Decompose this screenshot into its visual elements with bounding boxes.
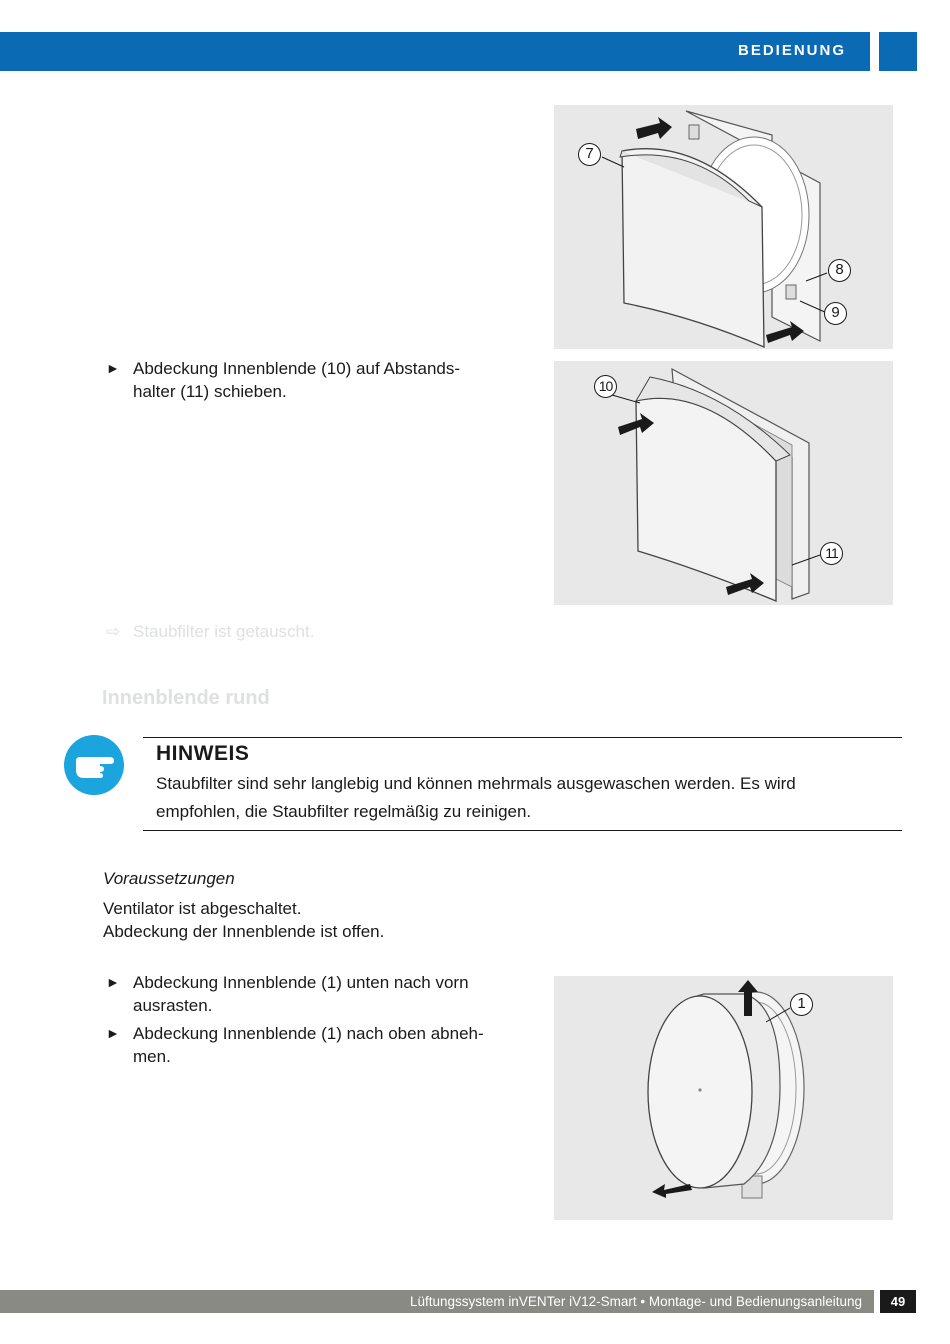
figure-round-cover: [554, 976, 893, 1220]
instruction-step: [106, 1022, 484, 1068]
step-text-line: halter (11) schieben.: [133, 382, 287, 401]
instruction-step: [106, 971, 469, 1017]
result-arrow-icon: ⇨: [106, 622, 121, 641]
result-text: Staubfilter ist getauscht.: [133, 622, 315, 641]
arrow-icon: [636, 117, 672, 139]
footer-bar: [0, 1290, 874, 1313]
step-text-line: Abdeckung Innenblende (1) unten nach vorn: [133, 973, 469, 992]
bullet-arrow-icon: ►: [106, 360, 120, 376]
callout-10: 10: [594, 375, 617, 398]
callout-9: 9: [824, 302, 847, 325]
step-text-line: Abdeckung Innenblende (1) nach oben abneh-: [133, 1024, 484, 1043]
round-cover-illustration: [554, 976, 893, 1220]
note-title: HINWEIS: [156, 742, 250, 765]
note-bottom-rule: [143, 830, 902, 831]
section-subheading: Innenblende rund: [102, 687, 270, 709]
prerequisite-line: Abdeckung der Innenblende ist offen.: [103, 922, 385, 941]
bullet-arrow-icon: ►: [106, 1025, 120, 1041]
instruction-step: [106, 357, 460, 403]
footer-text: Lüftungssystem inVENTer iV12-Smart • Montage- und Bedienungsanleitung: [410, 1294, 862, 1309]
note-text: Staubfilter sind sehr langlebig und können mehrmals ausgewaschen werden. Es wird empfohlen, die Staubfilter regelmäßig zu reinigen.: [156, 774, 796, 821]
figure-cover-mounting: [554, 361, 893, 605]
result-line: [106, 622, 314, 642]
figure-cover-removal: [554, 105, 893, 349]
callout-7: 7: [578, 143, 601, 166]
pointing-hand-icon: [64, 735, 124, 795]
note-top-rule: [143, 737, 902, 738]
header-accent-block: [879, 32, 917, 71]
prerequisites-label: Voraussetzungen: [103, 869, 235, 888]
page-number: 49: [880, 1290, 916, 1313]
callout-11: 11: [820, 542, 843, 565]
step-text-line: ausrasten.: [133, 996, 213, 1015]
arrow-icon: [652, 1184, 692, 1198]
callout-1: 1: [790, 993, 813, 1016]
callout-8: 8: [828, 259, 851, 282]
step-text-line: Abdeckung Innenblende (10) auf Abstands-: [133, 359, 461, 378]
prerequisite-line: Ventilator ist abgeschaltet.: [103, 899, 302, 918]
header-bar: [0, 32, 870, 71]
step-text-line: men.: [133, 1047, 171, 1066]
bullet-arrow-icon: ►: [106, 974, 120, 990]
section-title: BEDIENUNG: [737, 42, 846, 59]
